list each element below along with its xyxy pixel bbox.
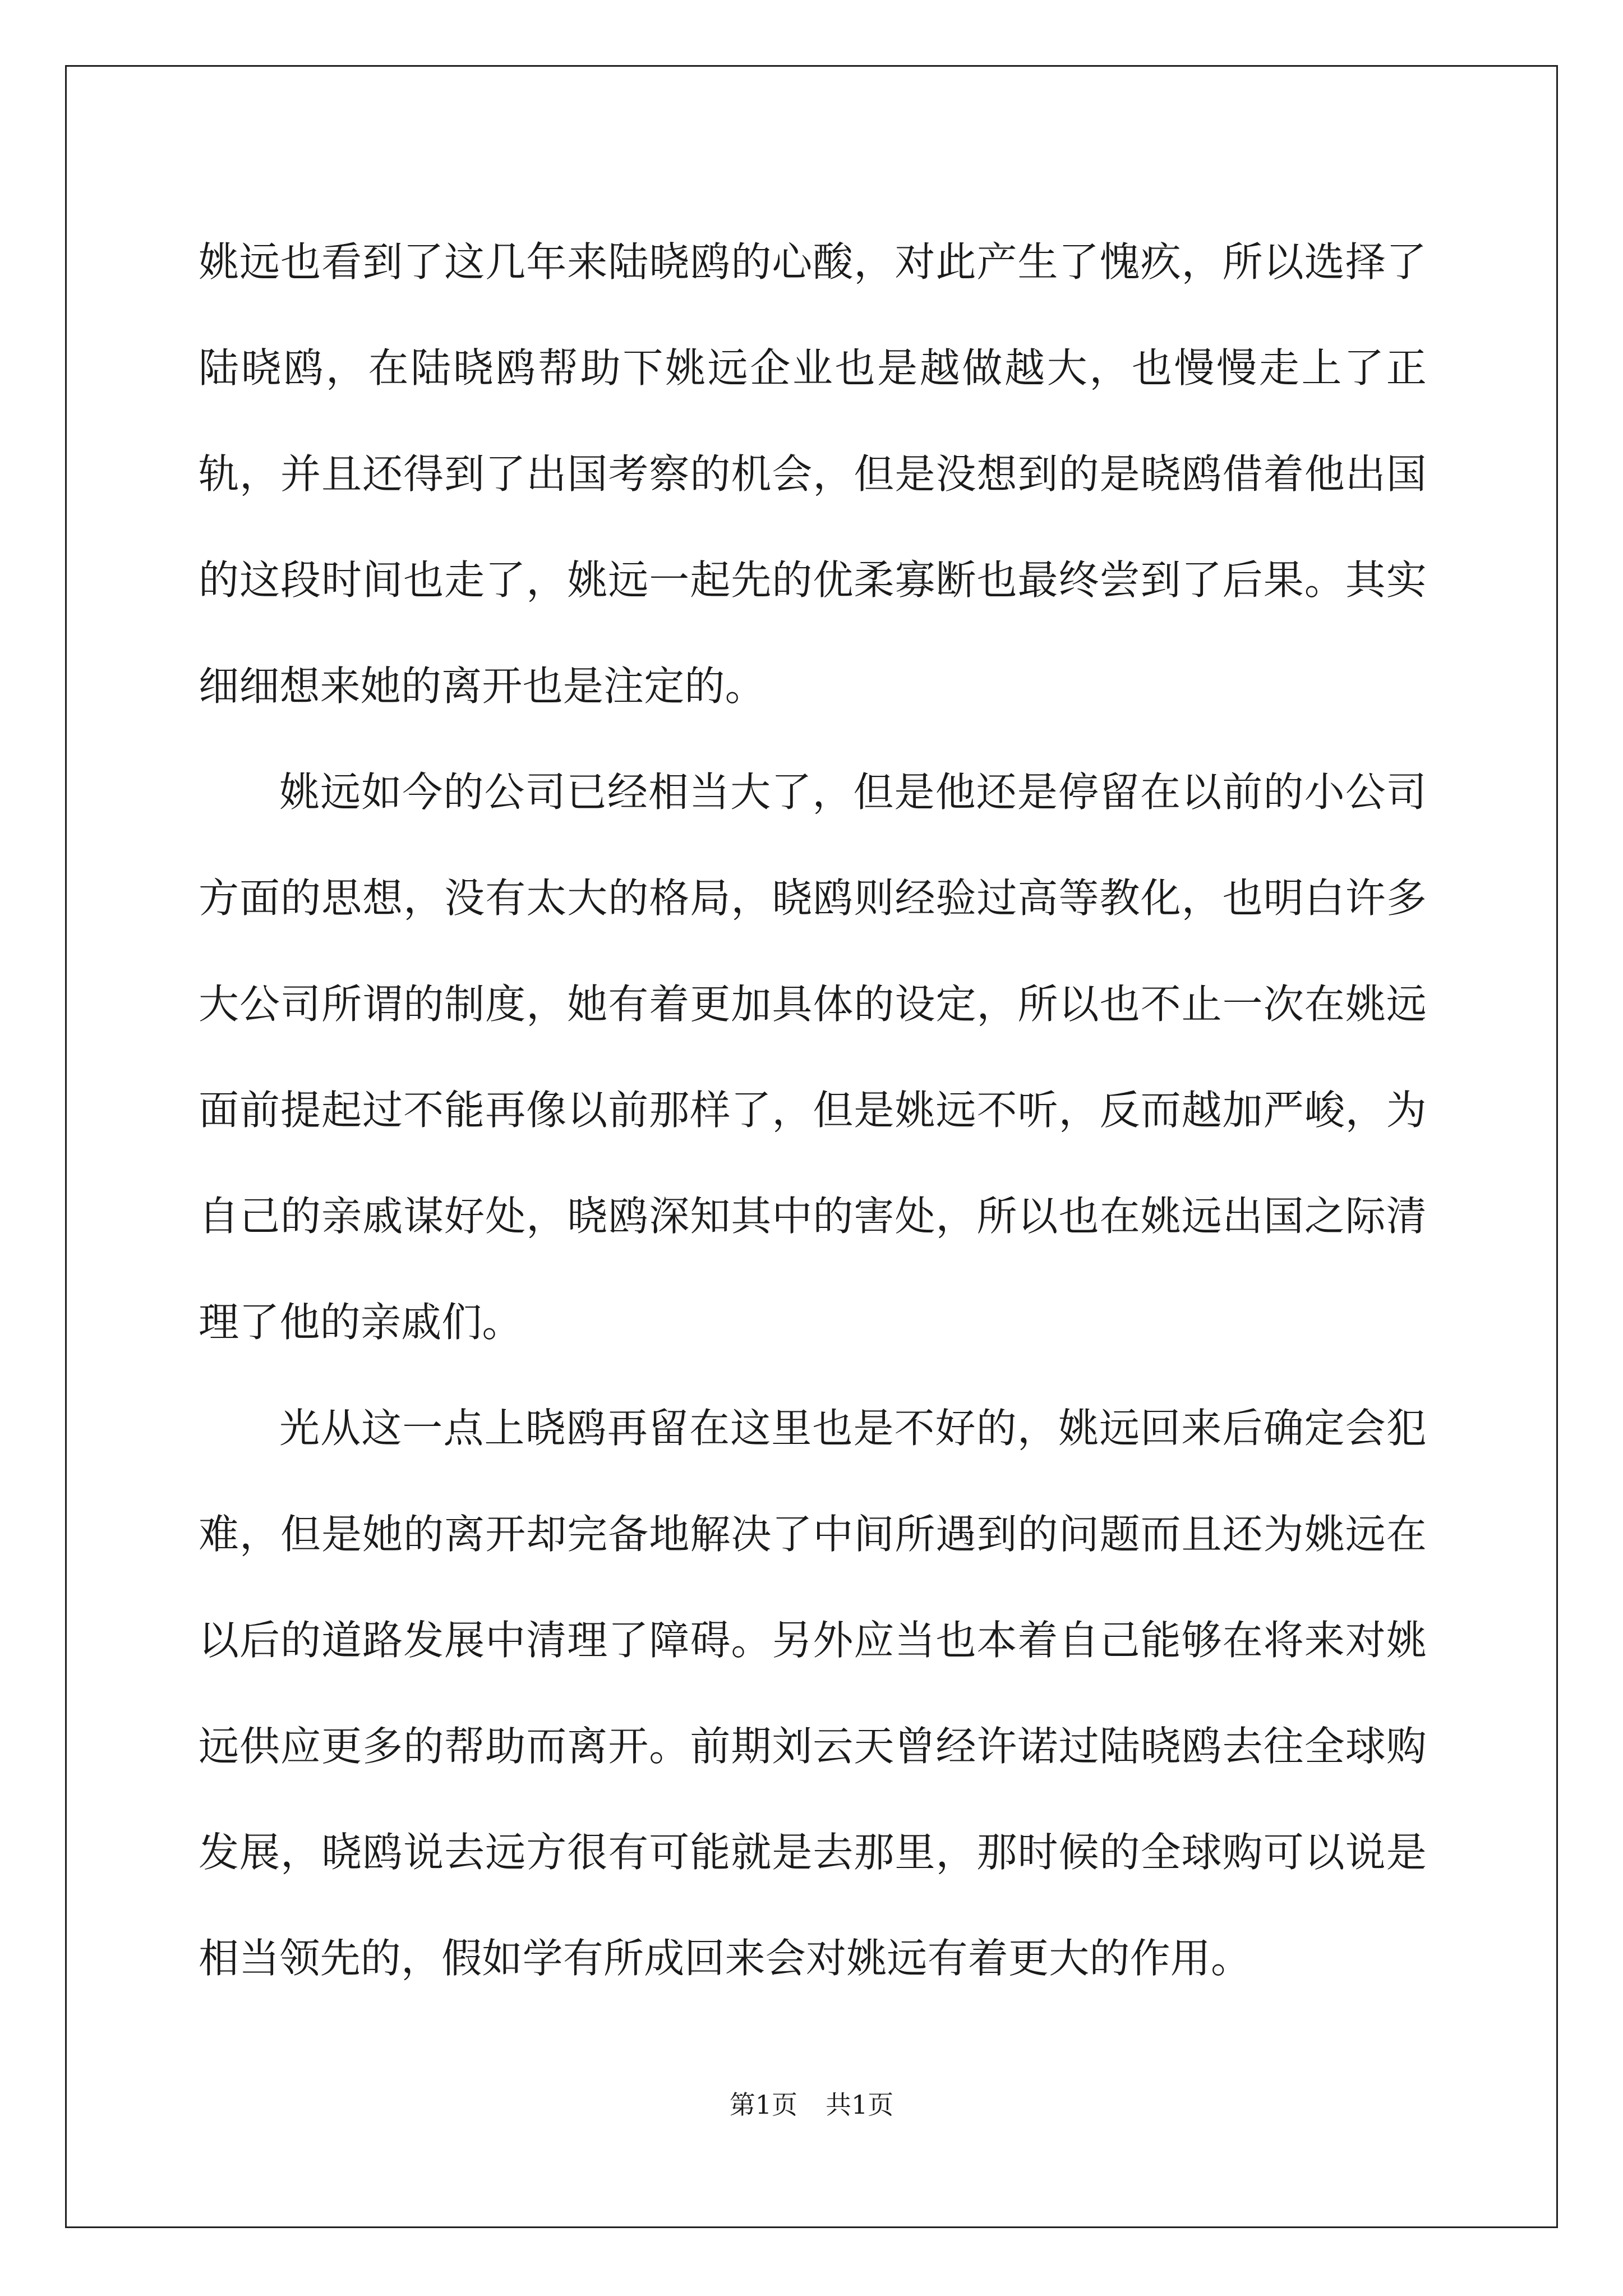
paragraph-1: 姚远也看到了这几年来陆晓鸥的心酸，对此产生了愧疚，所以选择了陆晓鸥，在陆晓鸥帮助下姚远企业也是越做越大，也慢慢走上了正轨，并且还得到了出国考察的机会，但是没想到的是晓鸥借着他出国的这段时间也走了，姚远一起先的优柔寡断也最终尝到了后果。其实细细想来她的离开也是注定的。 [199,238,1427,710]
page-footer [0,2088,1623,2122]
document-body [199,209,1427,2012]
page-total: 共1页 [826,2090,894,2120]
paragraph-2: 姚远如今的公司已经相当大了，但是他还是停留在以前的小公司方面的思想，没有太大的格局，晓鸥则经验过高等教化，也明白许多大公司所谓的制度，她有着更加具体的设定，所以也不止一次在姚远面前提起过不能再像以前那样了，但是姚远不听，反而越加严峻，为自己的亲戚谋好处，晓鸥深知其中的害处，所以也在姚远出国之际清理了他的亲戚们。 [199,769,1427,1346]
paragraph-3: 光从这一点上晓鸥再留在这里也是不好的，姚远回来后确定会犯难，但是她的离开却完备地解决了中间所遇到的问题而且还为姚远在以后的道路发展中清理了障碍。另外应当也本着自己能够在将来对姚远供应更多的帮助而离开。前期刘云天曾经许诺过陆晓鸥去往全球购发展，晓鸥说去远方很有可能就是去那里，那时候的全球购可以说是相当领先的，假如学有所成回来会对姚远有着更大的作用。 [199,1405,1427,1982]
page-number: 第1页 [729,2090,797,2120]
